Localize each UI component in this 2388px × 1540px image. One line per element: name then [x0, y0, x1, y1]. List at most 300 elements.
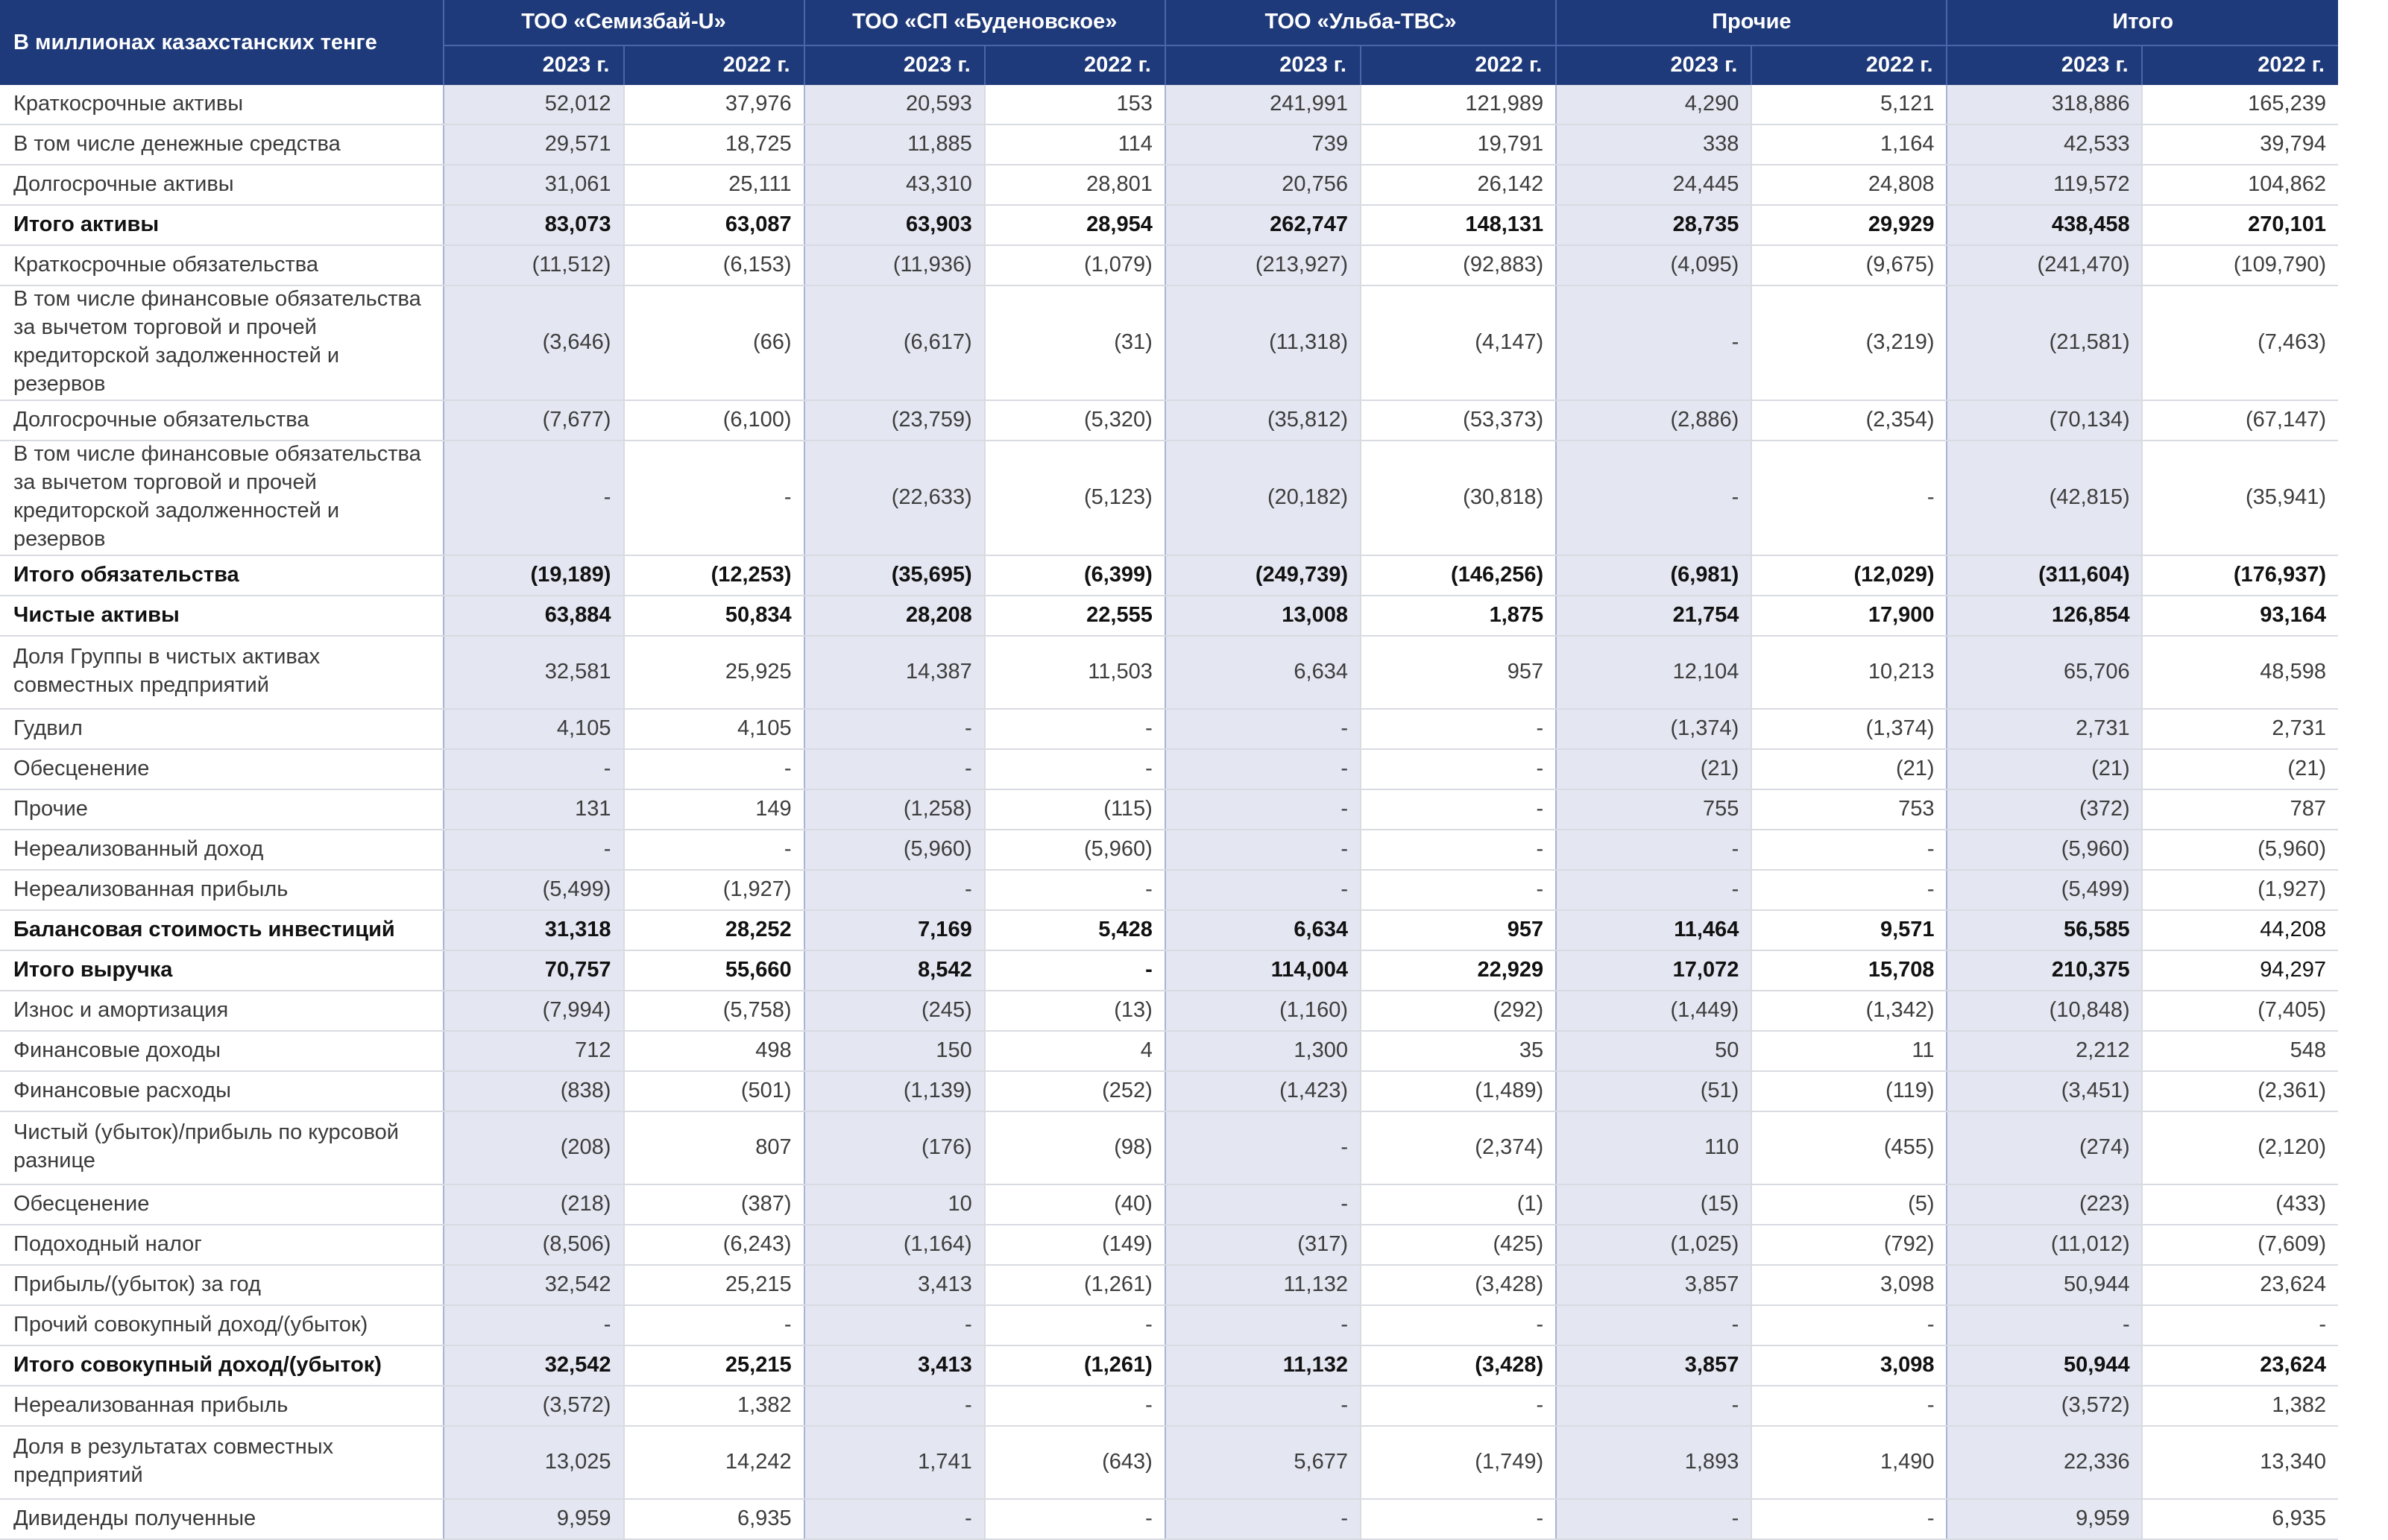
value-cell: (11,936) — [804, 245, 985, 285]
value-cell: (9,675) — [1751, 245, 1947, 285]
value-cell: 94,297 — [2143, 950, 2338, 991]
row-label: Прибыль/(убыток) за год — [0, 1265, 443, 1305]
value-cell: (5,499) — [443, 870, 623, 910]
value-cell: - — [1165, 870, 1361, 910]
value-cell: (3,572) — [443, 1386, 623, 1426]
value-cell: 114,004 — [1165, 950, 1361, 991]
value-cell: 149 — [623, 789, 804, 830]
year-header: 2022 г. — [2143, 45, 2338, 85]
value-cell: 32,581 — [443, 636, 623, 709]
value-cell: - — [623, 441, 804, 555]
value-cell: 83,073 — [443, 205, 623, 245]
value-cell: (119) — [1751, 1071, 1947, 1111]
value-cell: (1,749) — [1361, 1426, 1556, 1499]
value-cell: 4 — [985, 1031, 1165, 1071]
value-cell: - — [1751, 830, 1947, 870]
value-cell: - — [1165, 1386, 1361, 1426]
value-cell: 1,490 — [1751, 1426, 1947, 1499]
value-cell: (6,100) — [623, 400, 804, 441]
value-cell: (2,361) — [2143, 1071, 2338, 1111]
value-cell: 13,340 — [2143, 1426, 2338, 1499]
year-header: 2022 г. — [623, 45, 804, 85]
value-cell: (146,256) — [1361, 555, 1556, 596]
value-cell: - — [1165, 1305, 1361, 1345]
table-row — [0, 870, 2338, 910]
value-cell: - — [443, 749, 623, 789]
value-cell: - — [443, 830, 623, 870]
value-cell: (5,123) — [985, 441, 1165, 555]
value-cell: 3,413 — [804, 1265, 985, 1305]
table-row — [0, 709, 2338, 749]
value-cell: (643) — [985, 1426, 1165, 1499]
value-cell: 31,061 — [443, 165, 623, 205]
value-cell: - — [985, 1305, 1165, 1345]
value-cell: (5,320) — [985, 400, 1165, 441]
row-label: Итого выручка — [0, 950, 443, 991]
row-label: Балансовая стоимость инвестиций — [0, 910, 443, 950]
value-cell: 957 — [1361, 636, 1556, 709]
value-cell: 270,101 — [2143, 205, 2338, 245]
value-cell: (838) — [443, 1071, 623, 1111]
value-cell: 739 — [1165, 124, 1361, 165]
value-cell: (433) — [2143, 1184, 2338, 1225]
value-cell: (5,960) — [2143, 830, 2338, 870]
year-header: 2023 г. — [1165, 45, 1361, 85]
table-row — [0, 910, 2338, 950]
row-label: Обесценение — [0, 749, 443, 789]
value-cell: 25,925 — [623, 636, 804, 709]
value-cell: (149) — [985, 1225, 1165, 1265]
value-cell: 32,542 — [443, 1345, 623, 1386]
value-cell: 8,542 — [804, 950, 985, 991]
value-cell: - — [1556, 1305, 1751, 1345]
value-cell: (67,147) — [2143, 400, 2338, 441]
value-cell: 24,808 — [1751, 165, 1947, 205]
value-cell: 3,098 — [1751, 1345, 1947, 1386]
table-row — [0, 285, 2338, 400]
value-cell: (21) — [2143, 749, 2338, 789]
table-row — [0, 245, 2338, 285]
value-cell: 29,929 — [1751, 205, 1947, 245]
value-cell: 150 — [804, 1031, 985, 1071]
value-cell: 24,445 — [1556, 165, 1751, 205]
year-header: 2022 г. — [1361, 45, 1556, 85]
value-cell: 50,944 — [1947, 1345, 2143, 1386]
value-cell: 712 — [443, 1031, 623, 1071]
value-cell: - — [1947, 1305, 2143, 1345]
value-cell: (3,219) — [1751, 285, 1947, 400]
row-label: Нереализованная прибыль — [0, 1386, 443, 1426]
value-cell: - — [623, 749, 804, 789]
value-cell: 19,791 — [1361, 124, 1556, 165]
value-cell: (42,815) — [1947, 441, 2143, 555]
value-cell: 52,012 — [443, 85, 623, 124]
value-cell: - — [623, 1305, 804, 1345]
value-cell: - — [443, 1305, 623, 1345]
value-cell: - — [804, 749, 985, 789]
value-cell: (11,512) — [443, 245, 623, 285]
row-label: Долгосрочные активы — [0, 165, 443, 205]
value-cell: (1,927) — [2143, 870, 2338, 910]
value-cell: 3,857 — [1556, 1265, 1751, 1305]
value-cell: (6,981) — [1556, 555, 1751, 596]
table-row — [0, 596, 2338, 636]
table-row — [0, 1345, 2338, 1386]
value-cell: 11,132 — [1165, 1345, 1361, 1386]
group-header: Итого — [1947, 0, 2338, 45]
value-cell: (3,428) — [1361, 1345, 1556, 1386]
value-cell: 548 — [2143, 1031, 2338, 1071]
value-cell: 42,533 — [1947, 124, 2143, 165]
table-row — [0, 749, 2338, 789]
table-row — [0, 441, 2338, 555]
value-cell: - — [1556, 285, 1751, 400]
value-cell: 56,585 — [1947, 910, 2143, 950]
value-cell: (213,927) — [1165, 245, 1361, 285]
value-cell: (1,261) — [985, 1265, 1165, 1305]
value-cell: (6,399) — [985, 555, 1165, 596]
value-cell: - — [1751, 1305, 1947, 1345]
row-label: Краткосрочные активы — [0, 85, 443, 124]
value-cell: - — [804, 1305, 985, 1345]
value-cell: 1,382 — [2143, 1386, 2338, 1426]
value-cell: (6,243) — [623, 1225, 804, 1265]
group-header: Прочие — [1556, 0, 1947, 45]
row-label: Чистые активы — [0, 596, 443, 636]
value-cell: 119,572 — [1947, 165, 2143, 205]
value-cell: (5,758) — [623, 991, 804, 1031]
value-cell: 93,164 — [2143, 596, 2338, 636]
table-row — [0, 1265, 2338, 1305]
value-cell: - — [1165, 1111, 1361, 1184]
table-row — [0, 124, 2338, 165]
value-cell: 1,893 — [1556, 1426, 1751, 1499]
value-cell: (7,609) — [2143, 1225, 2338, 1265]
row-label: Прочий совокупный доход/(убыток) — [0, 1305, 443, 1345]
row-label: Долгосрочные обязательства — [0, 400, 443, 441]
value-cell: (2,120) — [2143, 1111, 2338, 1184]
row-label: Финансовые доходы — [0, 1031, 443, 1071]
table-row — [0, 555, 2338, 596]
value-cell: 9,571 — [1751, 910, 1947, 950]
value-cell: 23,624 — [2143, 1345, 2338, 1386]
value-cell: 17,900 — [1751, 596, 1947, 636]
value-cell: 25,111 — [623, 165, 804, 205]
value-cell: (1) — [1361, 1184, 1556, 1225]
value-cell: (317) — [1165, 1225, 1361, 1265]
value-cell: (249,739) — [1165, 555, 1361, 596]
value-cell: (1,164) — [804, 1225, 985, 1265]
value-cell: 37,976 — [623, 85, 804, 124]
value-cell: - — [1361, 1386, 1556, 1426]
value-cell: 10,213 — [1751, 636, 1947, 709]
value-cell: 4,105 — [443, 709, 623, 749]
table-row — [0, 789, 2338, 830]
row-label: Прочие — [0, 789, 443, 830]
value-cell: 1,300 — [1165, 1031, 1361, 1071]
row-label: Итого совокупный доход/(убыток) — [0, 1345, 443, 1386]
value-cell: (19,189) — [443, 555, 623, 596]
value-cell: 22,555 — [985, 596, 1165, 636]
table-row — [0, 400, 2338, 441]
group-header: ТОО «Семизбай-U» — [443, 0, 804, 45]
value-cell: (115) — [985, 789, 1165, 830]
row-label: Итого обязательства — [0, 555, 443, 596]
value-cell: (1,489) — [1361, 1071, 1556, 1111]
value-cell: (1,342) — [1751, 991, 1947, 1031]
value-cell: (1,258) — [804, 789, 985, 830]
value-cell: 17,072 — [1556, 950, 1751, 991]
value-cell: 14,242 — [623, 1426, 804, 1499]
table-row — [0, 950, 2338, 991]
value-cell: (1,025) — [1556, 1225, 1751, 1265]
value-cell: (5,960) — [1947, 830, 2143, 870]
value-cell: (1,139) — [804, 1071, 985, 1111]
value-cell: 1,875 — [1361, 596, 1556, 636]
table-row — [0, 1225, 2338, 1265]
value-cell: (2,886) — [1556, 400, 1751, 441]
value-cell: (387) — [623, 1184, 804, 1225]
value-cell: 126,854 — [1947, 596, 2143, 636]
value-cell: 6,935 — [2143, 1499, 2338, 1539]
value-cell: 28,801 — [985, 165, 1165, 205]
value-cell: 11,132 — [1165, 1265, 1361, 1305]
value-cell: (20,182) — [1165, 441, 1361, 555]
value-cell: (311,604) — [1947, 555, 2143, 596]
value-cell: - — [1165, 830, 1361, 870]
row-label: Гудвил — [0, 709, 443, 749]
value-cell: 50 — [1556, 1031, 1751, 1071]
value-cell: 6,634 — [1165, 910, 1361, 950]
value-cell: - — [1165, 1184, 1361, 1225]
table-row — [0, 636, 2338, 709]
row-label: Финансовые расходы — [0, 1071, 443, 1111]
value-cell: (241,470) — [1947, 245, 2143, 285]
row-label: В том числе финансовые обязательства за вычетом торговой и прочей кредиторской задолженностей и резервов — [0, 441, 443, 555]
value-cell: (21,581) — [1947, 285, 2143, 400]
year-header: 2022 г. — [985, 45, 1165, 85]
value-cell: 22,336 — [1947, 1426, 2143, 1499]
value-cell: 2,731 — [1947, 709, 2143, 749]
value-cell: 13,025 — [443, 1426, 623, 1499]
table-row — [0, 205, 2338, 245]
table-row — [0, 1426, 2338, 1499]
value-cell: 63,087 — [623, 205, 804, 245]
value-cell: 43,310 — [804, 165, 985, 205]
value-cell: (21) — [1947, 749, 2143, 789]
value-cell: (22,633) — [804, 441, 985, 555]
value-cell: 26,142 — [1361, 165, 1556, 205]
value-cell: (1,374) — [1751, 709, 1947, 749]
value-cell: - — [985, 749, 1165, 789]
value-cell: 28,735 — [1556, 205, 1751, 245]
value-cell: - — [1751, 441, 1947, 555]
table-row — [0, 1499, 2338, 1539]
row-label: Дивиденды полученные — [0, 1499, 443, 1539]
value-cell: (51) — [1556, 1071, 1751, 1111]
value-cell: - — [804, 1386, 985, 1426]
value-cell: 28,208 — [804, 596, 985, 636]
corner-label: В миллионах казахстанских тенге — [0, 0, 443, 85]
value-cell: - — [1361, 830, 1556, 870]
value-cell: (208) — [443, 1111, 623, 1184]
value-cell: - — [623, 830, 804, 870]
value-cell: (4,147) — [1361, 285, 1556, 400]
value-cell: 44,208 — [2143, 910, 2338, 950]
value-cell: 6,634 — [1165, 636, 1361, 709]
value-cell: - — [804, 1499, 985, 1539]
value-cell: - — [1165, 749, 1361, 789]
value-cell: - — [985, 709, 1165, 749]
value-cell: (4,095) — [1556, 245, 1751, 285]
table-row — [0, 165, 2338, 205]
row-label: Подоходный налог — [0, 1225, 443, 1265]
value-cell: (5,960) — [985, 830, 1165, 870]
value-cell: 2,731 — [2143, 709, 2338, 749]
value-cell: (12,253) — [623, 555, 804, 596]
value-cell: (7,994) — [443, 991, 623, 1031]
table-row — [0, 1111, 2338, 1184]
value-cell: (7,405) — [2143, 991, 2338, 1031]
value-cell: (92,883) — [1361, 245, 1556, 285]
row-label: Чистый (убыток)/прибыль по курсовой разнице — [0, 1111, 443, 1184]
value-cell: 21,754 — [1556, 596, 1751, 636]
value-cell: 9,959 — [443, 1499, 623, 1539]
value-cell: (35,812) — [1165, 400, 1361, 441]
value-cell: (35,695) — [804, 555, 985, 596]
value-cell: - — [1361, 789, 1556, 830]
value-cell: (1,374) — [1556, 709, 1751, 749]
year-header: 2022 г. — [1751, 45, 1947, 85]
table-row — [0, 1184, 2338, 1225]
value-cell: 55,660 — [623, 950, 804, 991]
value-cell: (7,463) — [2143, 285, 2338, 400]
value-cell: (31) — [985, 285, 1165, 400]
value-cell: 28,954 — [985, 205, 1165, 245]
value-cell: 338 — [1556, 124, 1751, 165]
value-cell: (3,572) — [1947, 1386, 2143, 1426]
value-cell: 498 — [623, 1031, 804, 1071]
value-cell: 28,252 — [623, 910, 804, 950]
value-cell: - — [1165, 789, 1361, 830]
value-cell: - — [1361, 749, 1556, 789]
value-cell: - — [985, 1386, 1165, 1426]
value-cell: - — [1361, 1305, 1556, 1345]
table-row — [0, 830, 2338, 870]
value-cell: 13,008 — [1165, 596, 1361, 636]
value-cell: (3,646) — [443, 285, 623, 400]
value-cell: (11,012) — [1947, 1225, 2143, 1265]
value-cell: 10 — [804, 1184, 985, 1225]
value-cell: 4,105 — [623, 709, 804, 749]
value-cell: (176) — [804, 1111, 985, 1184]
value-cell: 1,741 — [804, 1426, 985, 1499]
row-label: Итого активы — [0, 205, 443, 245]
value-cell: (5,499) — [1947, 870, 2143, 910]
value-cell: 153 — [985, 85, 1165, 124]
value-cell: (6,617) — [804, 285, 985, 400]
value-cell: 318,886 — [1947, 85, 2143, 124]
value-cell: - — [2143, 1305, 2338, 1345]
table-row — [0, 1071, 2338, 1111]
value-cell: 241,991 — [1165, 85, 1361, 124]
value-cell: - — [1165, 1499, 1361, 1539]
value-cell: 1,164 — [1751, 124, 1947, 165]
value-cell: 4,290 — [1556, 85, 1751, 124]
value-cell: 3,857 — [1556, 1345, 1751, 1386]
value-cell: (10,848) — [1947, 991, 2143, 1031]
value-cell: - — [804, 709, 985, 749]
value-cell: (2,354) — [1751, 400, 1947, 441]
value-cell: (40) — [985, 1184, 1165, 1225]
value-cell: - — [1556, 1499, 1751, 1539]
value-cell: 11,503 — [985, 636, 1165, 709]
value-cell: 121,989 — [1361, 85, 1556, 124]
value-cell: (30,818) — [1361, 441, 1556, 555]
value-cell: - — [1361, 870, 1556, 910]
value-cell: 5,121 — [1751, 85, 1947, 124]
value-cell: - — [1556, 870, 1751, 910]
value-cell: - — [985, 870, 1165, 910]
value-cell: 31,318 — [443, 910, 623, 950]
value-cell: 12,104 — [1556, 636, 1751, 709]
value-cell: - — [1165, 709, 1361, 749]
value-cell: 63,884 — [443, 596, 623, 636]
value-cell: 48,598 — [2143, 636, 2338, 709]
table-row — [0, 991, 2338, 1031]
value-cell: - — [1556, 441, 1751, 555]
value-cell: (35,941) — [2143, 441, 2338, 555]
value-cell: 148,131 — [1361, 205, 1556, 245]
value-cell: (21) — [1751, 749, 1947, 789]
value-cell: 262,747 — [1165, 205, 1361, 245]
value-cell: (252) — [985, 1071, 1165, 1111]
value-cell: (3,451) — [1947, 1071, 2143, 1111]
value-cell: (53,373) — [1361, 400, 1556, 441]
value-cell: 29,571 — [443, 124, 623, 165]
value-cell: 11,464 — [1556, 910, 1751, 950]
value-cell: 18,725 — [623, 124, 804, 165]
year-header: 2023 г. — [443, 45, 623, 85]
value-cell: (425) — [1361, 1225, 1556, 1265]
value-cell: 15,708 — [1751, 950, 1947, 991]
value-cell: 114 — [985, 124, 1165, 165]
value-cell: (292) — [1361, 991, 1556, 1031]
value-cell: (66) — [623, 285, 804, 400]
value-cell: 3,413 — [804, 1345, 985, 1386]
value-cell: 5,428 — [985, 910, 1165, 950]
value-cell: (176,937) — [2143, 555, 2338, 596]
value-cell: - — [1751, 870, 1947, 910]
value-cell: 807 — [623, 1111, 804, 1184]
value-cell: (109,790) — [2143, 245, 2338, 285]
value-cell: 787 — [2143, 789, 2338, 830]
row-label: Краткосрочные обязательства — [0, 245, 443, 285]
value-cell: 65,706 — [1947, 636, 2143, 709]
value-cell: 22,929 — [1361, 950, 1556, 991]
value-cell: - — [1751, 1386, 1947, 1426]
value-cell: 755 — [1556, 789, 1751, 830]
value-cell: - — [985, 1499, 1165, 1539]
value-cell: 9,959 — [1947, 1499, 2143, 1539]
value-cell: 6,935 — [623, 1499, 804, 1539]
value-cell: - — [1361, 1499, 1556, 1539]
value-cell: 3,098 — [1751, 1265, 1947, 1305]
value-cell: 104,862 — [2143, 165, 2338, 205]
value-cell: (98) — [985, 1111, 1165, 1184]
value-cell: 210,375 — [1947, 950, 2143, 991]
table-row — [0, 1305, 2338, 1345]
